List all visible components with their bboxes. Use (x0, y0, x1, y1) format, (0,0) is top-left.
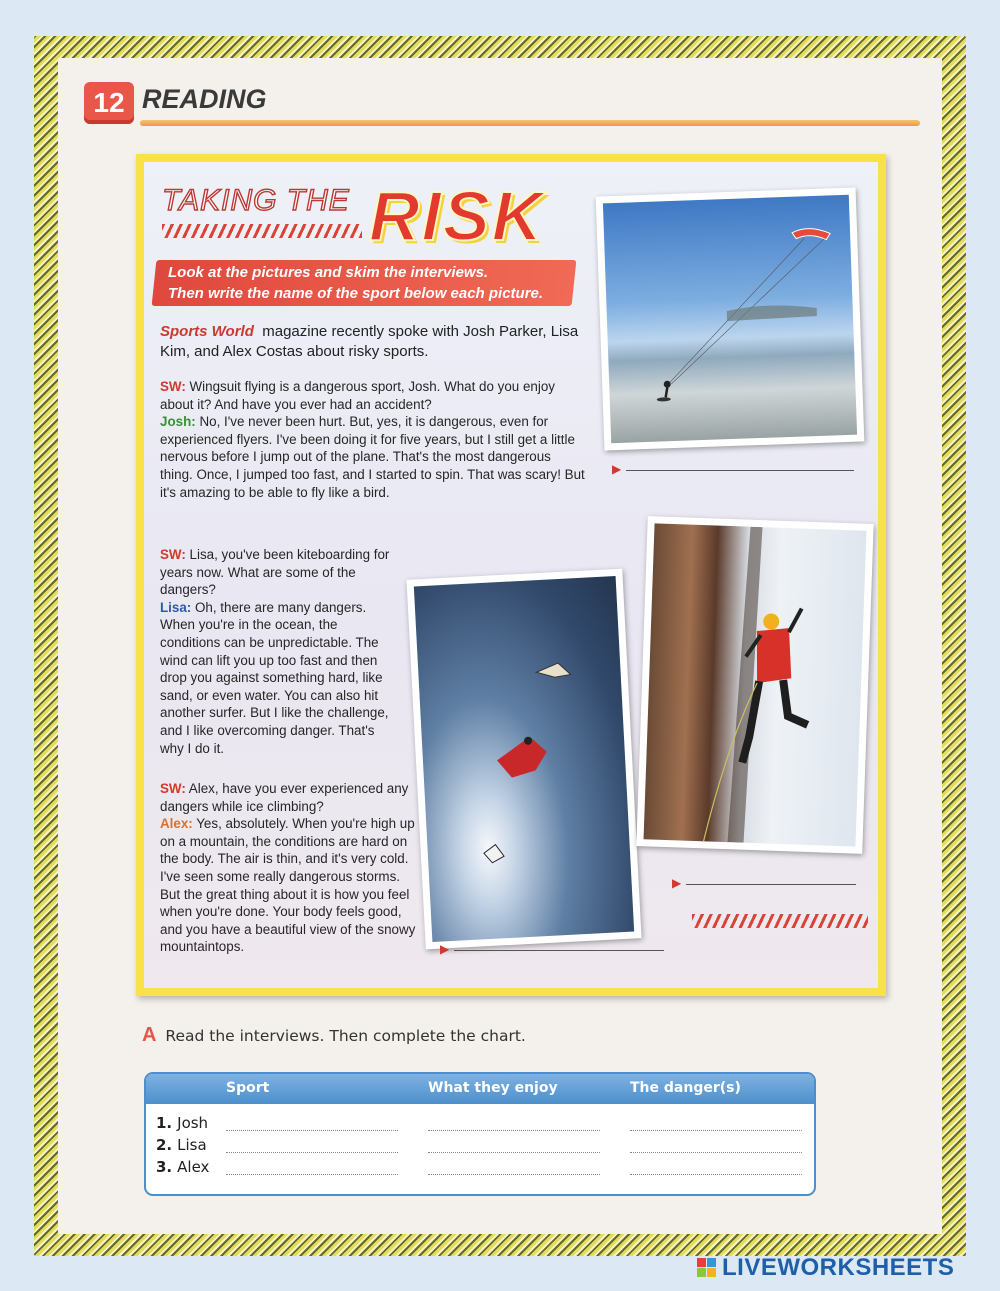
article-inner (144, 162, 878, 988)
magazine-name: Sports World (160, 323, 254, 340)
answer-line-ice-climbing[interactable] (686, 884, 856, 885)
interview-lisa (160, 546, 396, 757)
row-name: Josh (177, 1114, 209, 1132)
question-lisa (160, 546, 396, 599)
question-josh (160, 378, 586, 413)
header-rule (140, 120, 920, 126)
answer-josh (160, 413, 586, 501)
ice-climb-scene (644, 523, 867, 846)
chart-row-2 (156, 1136, 207, 1154)
interview-text: No, I've never been hurt. But, yes, it is dangerous, even for experienced flyers. I've been doing it for five years, but I still get a little nervous before I jump out of the plane. That's the most dangerous thing. Once, I jumped too fast, and I started to spin. That was scary! But it's amazing to be able to fly like a bird. (160, 414, 585, 500)
wingsuit-scene (414, 576, 634, 942)
chart-row-3 (156, 1158, 209, 1176)
photo-wingsuit (406, 569, 641, 950)
ice-climbing-image (644, 523, 867, 846)
answer-danger-josh[interactable] (630, 1130, 802, 1131)
exercise-text: Read the interviews. Then complete the chart. (165, 1027, 526, 1045)
speaker-label: Alex: (160, 816, 193, 832)
speaker-label: Josh: (160, 414, 196, 430)
unit-header (84, 78, 924, 128)
title-hatch (162, 224, 362, 238)
interview-josh (160, 378, 586, 501)
unit-number: 12 (84, 82, 134, 124)
intro-text: magazine recently spoke with Josh Parker, Lisa Kim, and Alex Costas about risky sports. (160, 323, 579, 360)
row-number: 3. (156, 1158, 173, 1176)
speaker-label: Lisa: (160, 599, 192, 615)
answer-danger-alex[interactable] (630, 1174, 802, 1175)
intro-paragraph (160, 322, 600, 362)
answer-sport-lisa[interactable] (226, 1152, 398, 1153)
row-number: 1. (156, 1114, 173, 1132)
row-name: Lisa (177, 1136, 207, 1154)
title-risk: RISK (369, 177, 545, 255)
speaker-label: SW: (160, 781, 186, 796)
unit-title: READING (142, 84, 267, 114)
row-name: Alex (177, 1158, 210, 1176)
header-danger: The danger(s) (630, 1080, 741, 1096)
arrow-marker: ▶ (440, 942, 450, 956)
speaker-label: SW: (160, 379, 186, 394)
answer-danger-lisa[interactable] (630, 1152, 802, 1153)
interview-text: Yes, absolutely. When you're high up on a mountain, the conditions are hard on the body. The air is thin, and it's very cold. I've seen some really dangerous storms. But the great thing about it is how you feel when you're done. Your body feels good, and you have a beautiful view of the snowy mountaintops. (160, 816, 416, 955)
bottom-hatch (692, 914, 868, 928)
completion-chart (144, 1072, 816, 1196)
interview-text: Wingsuit flying is a dangerous sport, Josh. What do you enjoy about it? And have you ever had an accident? (160, 379, 555, 412)
exercise-a-instruction (142, 1024, 526, 1047)
arrow-marker: ▶ (612, 462, 622, 476)
question-alex (160, 780, 418, 815)
title-taking-the: TAKING THE (162, 184, 350, 217)
interview-alex (160, 780, 418, 956)
answer-enjoy-josh[interactable] (428, 1130, 600, 1131)
instruction-line-1: Look at the pictures and skim the interviews. (168, 264, 489, 281)
answer-sport-josh[interactable] (226, 1130, 398, 1131)
answer-enjoy-lisa[interactable] (428, 1152, 600, 1153)
wingsuit-image (414, 576, 634, 942)
answer-lisa (160, 599, 396, 757)
instruction-line-2: Then write the name of the sport below each picture. (168, 285, 544, 302)
answer-line-wingsuit[interactable] (454, 950, 664, 951)
instruction-text (168, 262, 588, 304)
photo-kiteboarding (596, 188, 865, 451)
interview-text: Alex, have you ever experienced any dangers while ice climbing? (160, 781, 409, 814)
liveworksheets-watermark: LIVEWORKSHEETS (722, 1254, 955, 1281)
chart-header (146, 1074, 814, 1104)
interview-text: Oh, there are many dangers. When you're in the ocean, the conditions can be unpredictable. The wind can lift you up too fast and then drop you against something hard, like sand, or even water. You can also hit another surfer. But I like the challenge, and I like overcoming danger. That's why I do it. (160, 599, 389, 756)
interview-text: Lisa, you've been kiteboarding for years now. What are some of the dangers? (160, 547, 390, 598)
chart-row-1 (156, 1114, 208, 1132)
liveworksheets-logo-icon (697, 1258, 717, 1278)
answer-sport-alex[interactable] (226, 1174, 398, 1175)
photo-ice-climbing (636, 516, 873, 854)
answer-line-kiteboarding[interactable] (626, 470, 854, 471)
article-panel (136, 154, 886, 996)
exercise-letter: A (142, 1024, 157, 1046)
answer-alex (160, 815, 418, 956)
header-enjoy: What they enjoy (428, 1080, 558, 1096)
kite-scene (603, 195, 857, 443)
speaker-label: SW: (160, 547, 186, 562)
worksheet-page (58, 58, 942, 1234)
kiteboarding-image (603, 195, 857, 443)
arrow-marker: ▶ (672, 876, 682, 890)
header-sport: Sport (226, 1080, 270, 1096)
row-number: 2. (156, 1136, 173, 1154)
answer-enjoy-alex[interactable] (428, 1174, 600, 1175)
